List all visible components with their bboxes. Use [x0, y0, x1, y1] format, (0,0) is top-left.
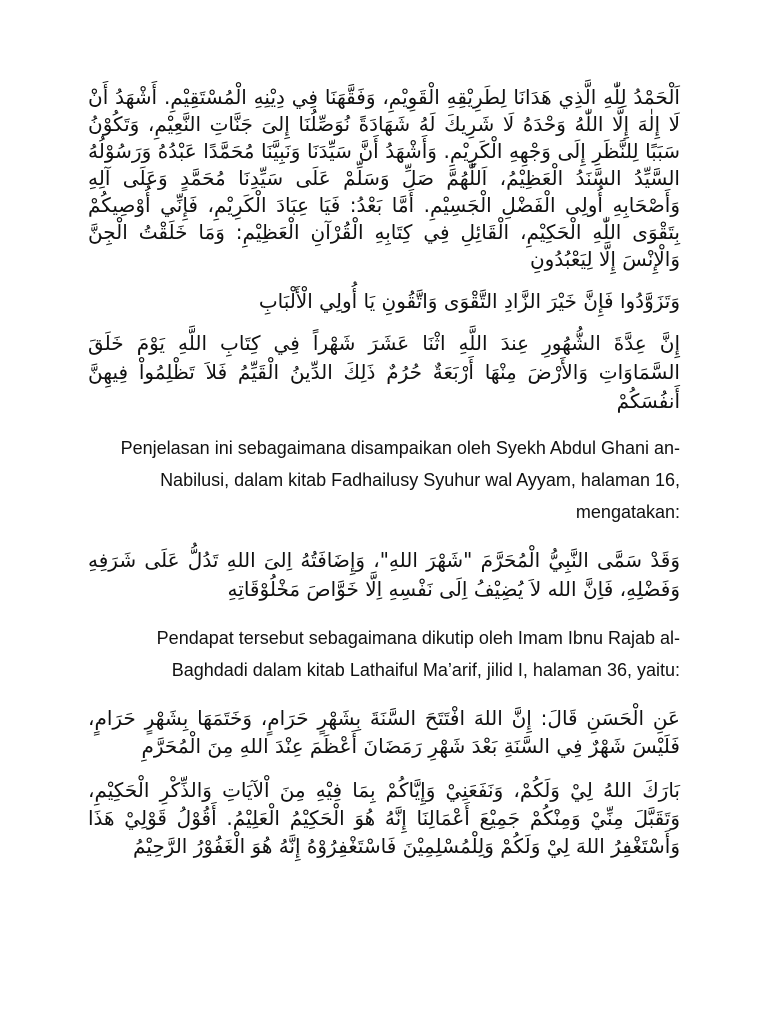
document-page — [88, 84, 680, 860]
khutbah-opening-paragraph: اَلْحَمْدُ لِلّٰهِ الَّذِي هَدَانَا لِطَرِيْقِهِ الْقَوِيْمِ، وَفَقَّهَنَا فِي دِيْنِهِ الْمُسْتَقِيْمِ. أَشْهَدُ أَنْ لَا إِلٰهَ إِلَّا اللّٰهُ وَحْدَهُ لَا شَرِيكَ لَهُ شَهَادَةً نُوَصِّلُنَا إِلىَ جَنَّاتِ النَّعِيْمِ، وَتَكُوْنُ سَبَبًا لِلنَّظَرِ إِلَى وَجْهِهِ الْكَرِيْمِ. وَأَشْهَدُ أَنَّ سَيِّدَنَا وَنَبِيَّنَا مُحَمَّدًا عَبْدُهُ وَرَسُوْلُهُ السَّيِّدُ السَّنَدُ الْعَظِيْمُ، اَللّٰهُمَّ صَلِّ وَسَلِّمْ عَلَى سَيِّدِنَا مُحَمَّدٍ وَعَلَى آلِهِ وَأَصْحَابِهِ أُولِى الْفَضْلِ الْجَسِيْمِ. أَمَّا بَعْدُ: فَيَا عِبَادَ الْكَرِيْمِ، فَإِنِّي أُوْصِيكُمْ بِتَقْوَى اللّٰهِ الْحَكِيْمِ، الْقَائِلِ فِي كِتَابِهِ الْقُرْآنِ الْعَظِيْمِ: وَمَا خَلَقْتُ الْجِنَّ وَالْإِنْسَ إِلَّا لِيَعْبُدُونِ — [88, 85, 680, 271]
quote-al-hasan: عَنِ الْحَسَنِ قَالَ: إِنَّ اللهَ افْتَتَحَ السَّنَةَ بِشَهْرٍ حَرَامٍ، وَخَتَمَهَا بِشَهْرٍ حَرَامٍ، فَلَيْسَ شَهْرٌ فِي السَّنَةِ بَعْدَ شَهْرِ رَمَضَانَ أَعْظَمَ عِنْدَ اللهِ مِنَ الْمُحَرَّمِ — [88, 706, 680, 758]
quran-verse-months: إِنَّ عِدَّةَ الشُّهُورِ عِندَ اللَّهِ اثْنَا عَشَرَ شَهْراً فِي كِتَابِ اللَّهِ يَوْمَ خَلَقَ السَّمَاوَاتِ وَالأَرْضَ مِنْهَا أَرْبَعَةٌ حُرُمٌ ذَلِكَ الدِّينُ الْقَيِّمُ فَلاَ تَظْلِمُواْ فِيهِنَّ أَنفُسَكُمْ — [88, 331, 680, 413]
explanation-nabilusi: Penjelasan ini sebagaimana disampaikan oleh Syekh Abdul Ghani an-Nabilusi, dalam kitab Fadhailusy Syuhur wal Ayyam, halaman 16, mengatakan: — [120, 438, 680, 522]
explanation-ibnu-rajab: Pendapat tersebut sebagaimana dikutip oleh Imam Ibnu Rajab al-Baghdadi dalam kitab Lathaiful Ma’arif, jilid I, halaman 36, yaitu: — [156, 628, 680, 680]
quote-nabilusi: وَقَدْ سَمَّى النَّبِيُّ الْمُحَرَّمَ "شَهْرَ اللهِ"، وَإِضَافَتُهُ اِلىَ اللهِ تَدُلُّ عَلَى شَرَفِهِ وَفَضْلِهِ، فَاِنَّ الله لاَ يُضِيْفُ اِلَى نَفْسِهِ اِلَّا خَوَّاصَ مَخْلُوْقَاتِهِ — [88, 548, 680, 601]
quran-verse-provisions: وَتَزَوَّدُوا فَإِنَّ خَيْرَ الزَّادِ التَّقْوَى وَاتَّقُونِ يَا أُولِي الْأَلْبَابِ — [258, 289, 680, 313]
closing-prayer: بَارَكَ اللهُ لِيْ وَلَكُمْ، وَنَفَعَنِيْ وَإِيَّاكُمْ بِمَا فِيْهِ مِنَ اْلآيَاتِ وَالذِّكْرِ الْحَكِيْمِ، وَتَقَبَّلَ مِنِّيْ وَمِنْكُمْ جَمِيْعَ أَعْمَالِنَا إِنَّهُ هُوَ الْحَكِيْمُ الْعَلِيْمُ. أَقُوْلُ قَوْلِيْ هَذَا وَأَسْتَغْفِرُ اللهَ لِيْ وَلَكُمْ وَلِلْمُسْلِمِيْنَ فَاسْتَغْفِرُوْهُ إِنَّهُ هُوَ الْغَفُوْرُ الرَّحِيْمُ — [88, 778, 680, 858]
